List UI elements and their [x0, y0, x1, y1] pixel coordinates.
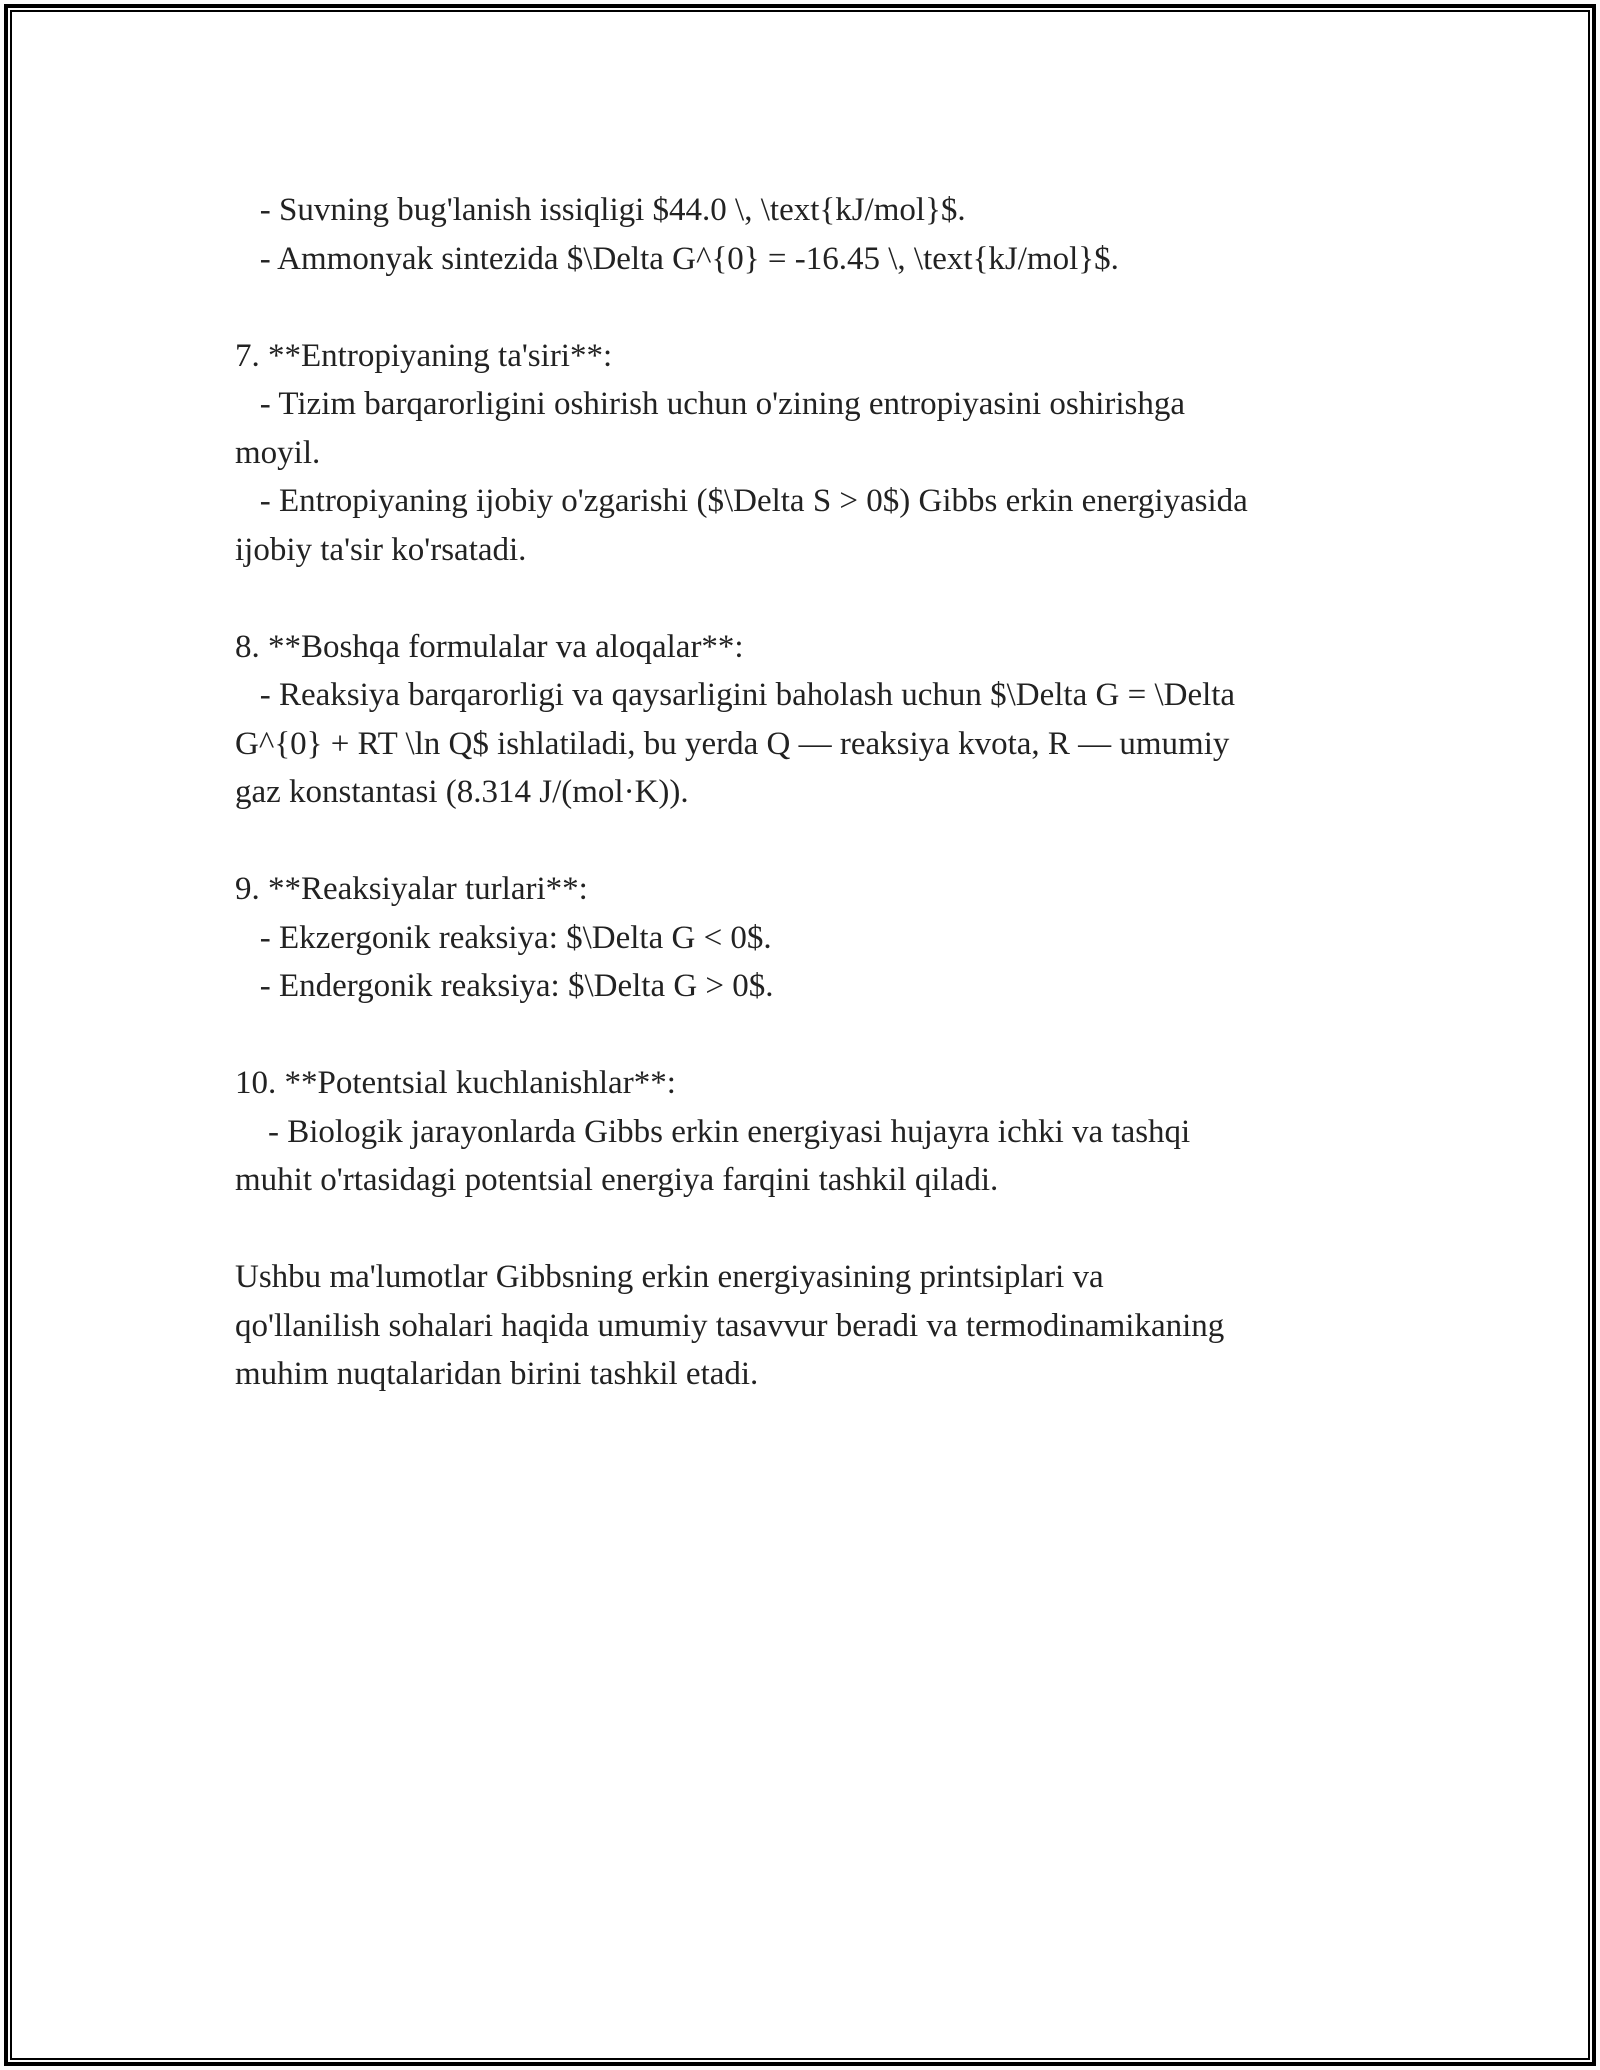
section-heading-10: 10. **Potentsial kuchlanishlar**: [235, 1065, 676, 1101]
text-line: - Entropiyaning ijobiy o'zgarishi ($\Delta S > 0$) Gibbs erkin energiyasida [235, 483, 1248, 519]
text-line: - Ammonyak sintezida $\Delta G^{0} = -16.45 \, \text{kJ/mol}$. [235, 240, 1119, 277]
blank-line [235, 817, 1385, 866]
text-line: - Tizim barqarorligini oshirish uchun o'zining entropiyasini oshirishga [235, 386, 1186, 422]
text-line: ijobiy ta'sir ko'rsatadi. [235, 531, 527, 568]
text-line: - Suvning bug'lanish issiqligi $44.0 \, \text{kJ/mol}$. [235, 192, 966, 228]
text-line: muhit o'rtasidagi potentsial energiya farqini tashkil qiladi. [235, 1162, 999, 1198]
text-line: - Endergonik reaksiya: $\Delta G > 0$. [235, 968, 774, 1004]
text-line: - Ekzergonik reaksiya: $\Delta G < 0$. [235, 919, 772, 956]
text-line: moyil. [235, 434, 321, 471]
conclusion-line: qo'llanilish sohalari haqida umumiy tasavvur beradi va termodinamikaning [235, 1307, 1225, 1344]
section-heading-9: 9. **Reaksiyalar turlari**: [235, 871, 588, 907]
text-line: gaz konstantasi (8.314 J/(mol·K)). [235, 774, 689, 810]
section-heading-8: 8. **Boshqa formulalar va aloqalar**: [235, 628, 744, 665]
text-line: - Biologik jarayonlarda Gibbs erkin energiyasi hujayra ichki va tashqi [235, 1113, 1191, 1150]
document-body [235, 186, 1385, 1399]
blank-line [235, 574, 1385, 623]
blank-line [235, 283, 1385, 332]
conclusion-line: Ushbu ma'lumotlar Gibbsning erkin energiyasining printsiplari va [235, 1259, 1104, 1295]
blank-line [235, 1205, 1385, 1254]
text-line: - Reaksiya barqarorligi va qaysarligini baholash uchun $\Delta G = \Delta [235, 677, 1236, 713]
section-heading-7: 7. **Entropiyaning ta'siri**: [235, 337, 613, 374]
text-line: G^{0} + RT \ln Q$ ishlatiladi, bu yerda Q — reaksiya kvota, R — umumiy [235, 725, 1230, 762]
conclusion-line: muhim nuqtalaridan birini tashkil etadi. [235, 1356, 759, 1392]
blank-line [235, 1011, 1385, 1060]
